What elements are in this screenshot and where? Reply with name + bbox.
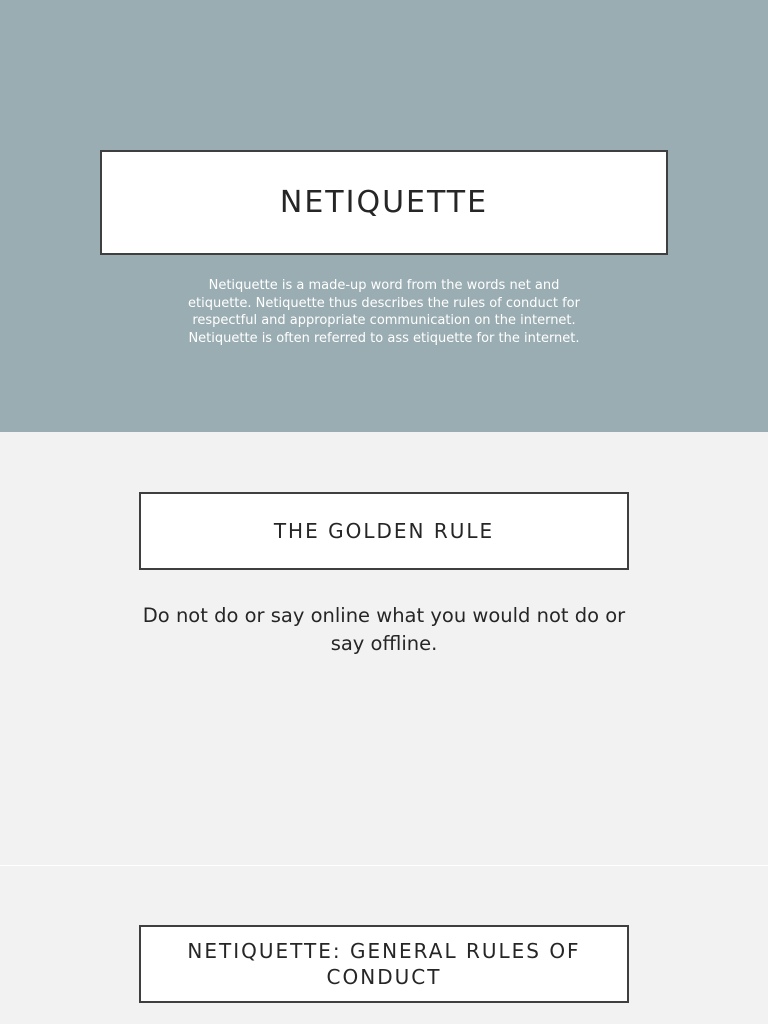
slide-title: NETIQUETTE — [279, 185, 489, 220]
slide-title-box — [139, 492, 629, 570]
slide-subtitle: Netiquette is a made-up word from the words net and etiquette. Netiquette thus describes the rules of conduct for respectful and appropriate communication on the internet. Netiquette is often referred to ass etiquette for the internet. — [188, 278, 580, 346]
slide-general-rules — [0, 866, 768, 1024]
slide-title: THE GOLDEN RULE — [273, 519, 495, 543]
slide-title-box — [100, 150, 668, 255]
slide-title-netiquette — [0, 0, 768, 432]
slide-body-text: Do not do or say online what you would not do or say offline. — [142, 604, 626, 655]
slide-title-box — [139, 925, 629, 1003]
slide-golden-rule — [0, 432, 768, 865]
slide-title: NETIQUETTE: GENERAL RULES OF CONDUCT — [187, 939, 581, 989]
